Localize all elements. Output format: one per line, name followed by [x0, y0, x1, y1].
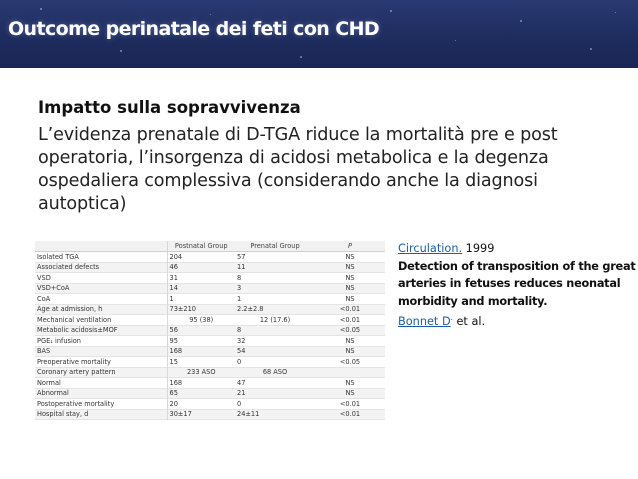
row-p-value: NS — [345, 336, 355, 345]
table-row — [35, 346, 385, 357]
row-label: VSD+CoA — [35, 283, 167, 294]
row-postnatal: 20 — [169, 399, 178, 408]
outcome-table — [35, 241, 385, 420]
journal-link[interactable]: Circulation. — [398, 242, 463, 255]
row-postnatal: 95 (38) — [189, 315, 214, 324]
row-p-value: NS — [345, 378, 355, 387]
row-postnatal: 95 — [169, 336, 178, 345]
row-postnatal: 168 — [169, 347, 183, 356]
row-postnatal: 1 — [169, 294, 174, 303]
table-row — [35, 409, 385, 420]
row-label: Metabolic acidosis±MOF — [35, 325, 167, 336]
table-row — [35, 283, 385, 294]
row-postnatal: 56 — [169, 326, 178, 335]
row-label: Associated defects — [35, 262, 167, 273]
row-p-value: NS — [345, 389, 355, 398]
table-header-p: P — [315, 241, 385, 252]
table-row — [35, 336, 385, 347]
row-prenatal: 8 — [237, 326, 242, 335]
row-prenatal: 8 — [237, 273, 242, 282]
slide-title: Outcome perinatale dei feti con CHD — [8, 18, 380, 40]
row-p-value: NS — [345, 294, 355, 303]
row-postnatal: 204 — [169, 252, 183, 261]
row-postnatal: 65 — [169, 389, 178, 398]
row-p-value: NS — [345, 284, 355, 293]
table-row — [35, 399, 385, 410]
row-label: Coronary artery pattern — [35, 367, 167, 378]
body-paragraph: L’evidenza prenatale di D-TGA riduce la mortalità pre e post operatoria, l’insorgenza di acidosi metabolica e la degenza ospedaliera complessiva (considerando anche la diagnosi autoptica) — [38, 125, 558, 214]
row-p-value: NS — [345, 347, 355, 356]
table-row — [35, 388, 385, 399]
row-prenatal: 21 — [237, 389, 246, 398]
row-p-value: <0.01 — [339, 399, 361, 408]
table-header-empty — [35, 241, 167, 252]
table-row — [35, 378, 385, 389]
row-prenatal: 32 — [237, 336, 246, 345]
row-postnatal: 14 — [169, 284, 178, 293]
row-prenatal: 1 — [237, 294, 242, 303]
row-p-value: NS — [345, 263, 355, 272]
table-header-prenatal: Prenatal Group — [235, 241, 315, 252]
row-p-value — [315, 367, 385, 378]
row-label: BAS — [35, 346, 167, 357]
citation-block — [398, 240, 636, 330]
title-banner — [0, 0, 638, 68]
row-postnatal: 233 ASO — [186, 368, 216, 377]
table-row — [35, 315, 385, 326]
row-postnatal: 31 — [169, 273, 178, 282]
row-label: VSD — [35, 273, 167, 284]
row-label: Mechanical ventilation — [35, 315, 167, 326]
row-postnatal: 46 — [169, 263, 178, 272]
row-prenatal: 11 — [237, 263, 246, 272]
row-p-value: <0.01 — [339, 410, 361, 419]
table-row — [35, 252, 385, 263]
row-label: Isolated TGA — [35, 252, 167, 263]
row-postnatal: 73±210 — [169, 305, 197, 314]
row-p-value: NS — [345, 273, 355, 282]
row-prenatal: 24±11 — [237, 410, 260, 419]
row-label: CoA — [35, 294, 167, 305]
table-row — [35, 273, 385, 284]
row-prenatal: 12 (17.6) — [259, 315, 291, 324]
row-postnatal: 30±17 — [169, 410, 192, 419]
author-mark: . — [450, 314, 453, 322]
row-prenatal: 0 — [237, 357, 242, 366]
row-postnatal: 168 — [169, 378, 183, 387]
row-p-value: <0.01 — [339, 315, 361, 324]
table-row — [35, 325, 385, 336]
row-label: Hospital stay, d — [35, 409, 167, 420]
table-row — [35, 357, 385, 368]
table-header-row — [35, 241, 385, 252]
row-prenatal: 2.2±2.8 — [237, 305, 264, 314]
row-prenatal: 68 ASO — [262, 368, 288, 377]
table-row — [35, 367, 385, 378]
row-label: Age at admission, h — [35, 304, 167, 315]
row-label: PGE₁ infusion — [35, 336, 167, 347]
citation-year: 1999 — [462, 242, 495, 255]
table-row — [35, 262, 385, 273]
row-label: Preoperative mortality — [35, 357, 167, 368]
row-label: Postoperative mortality — [35, 399, 167, 410]
row-label: Abnormal — [35, 388, 167, 399]
table-row — [35, 294, 385, 305]
table-header-postnatal: Postnatal Group — [167, 241, 235, 252]
row-p-value: <0.05 — [339, 357, 361, 366]
author-link[interactable]: Bonnet D — [398, 314, 451, 328]
row-prenatal: 47 — [237, 378, 246, 387]
row-p-value: <0.01 — [339, 305, 361, 314]
article-title: Detection of transposition of the great arteries in fetuses reduces neonatal morbidity and mortality. — [398, 259, 636, 308]
table-row — [35, 304, 385, 315]
row-prenatal: 57 — [237, 252, 246, 261]
author-suffix: et al. — [452, 314, 486, 328]
row-p-value: <0.05 — [339, 326, 361, 335]
row-label: Normal — [35, 378, 167, 389]
row-prenatal: 0 — [237, 399, 242, 408]
row-prenatal: 3 — [237, 284, 242, 293]
section-heading: Impatto sulla sopravvivenza — [38, 98, 301, 117]
row-p-value: NS — [345, 252, 355, 261]
row-postnatal: 15 — [169, 357, 178, 366]
row-prenatal: 54 — [237, 347, 246, 356]
